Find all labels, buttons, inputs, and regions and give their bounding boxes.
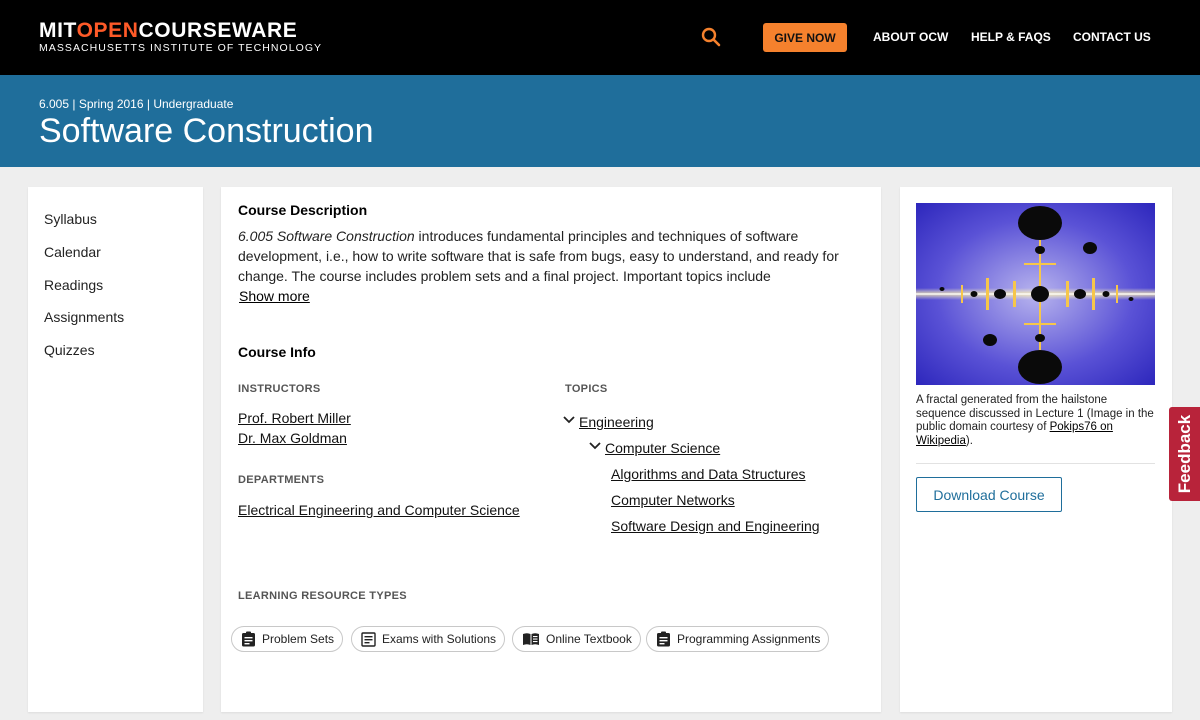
resource-label: Problem Sets — [262, 632, 335, 646]
mit-ocw-logo[interactable] — [39, 20, 322, 55]
logo-wordmark: MITOPENCOURSEWARE — [39, 19, 298, 42]
course-title: Software Construction — [39, 112, 374, 150]
divider — [916, 463, 1155, 464]
resource-pill-programming-assignments[interactable] — [646, 626, 829, 652]
course-image-panel — [900, 187, 1172, 712]
topic-leaf-link[interactable]: Algorithms and Data Structures — [611, 466, 806, 482]
sidebar-item-quizzes[interactable]: Quizzes — [44, 342, 95, 358]
nav-help-faqs[interactable]: HELP & FAQS — [971, 30, 1051, 44]
sidebar-item-calendar[interactable]: Calendar — [44, 244, 101, 260]
course-main-panel — [221, 187, 881, 712]
assignment-icon — [241, 631, 256, 647]
nav-contact-us[interactable]: CONTACT US — [1073, 30, 1151, 44]
course-description — [238, 227, 854, 287]
course-banner — [0, 75, 1200, 167]
departments-label: DEPARTMENTS — [238, 474, 325, 486]
image-credit-link[interactable]: Pokips76 on Wikipedia — [916, 421, 1113, 447]
chevron-down-icon[interactable] — [589, 442, 601, 450]
sidebar-item-readings[interactable]: Readings — [44, 277, 104, 293]
course-sidebar — [28, 187, 203, 712]
resource-label: Programming Assignments — [677, 632, 821, 646]
chevron-down-icon[interactable] — [563, 416, 575, 424]
learning-resource-types-label: LEARNING RESOURCE TYPES — [238, 590, 407, 602]
resource-pill-problem-sets[interactable] — [231, 626, 343, 652]
course-info-heading: Course Info — [238, 344, 316, 360]
instructor-link[interactable]: Dr. Max Goldman — [238, 430, 347, 446]
topic-leaf-link[interactable]: Software Design and Engineering — [611, 518, 820, 534]
topics-label: TOPICS — [565, 383, 608, 395]
download-course-button[interactable]: Download Course — [916, 477, 1062, 512]
resource-label: Exams with Solutions — [382, 632, 497, 646]
description-text: introduces fundamental principles and techniques of software development, i.e., how to write software that is safe from bugs, easy to understand, and ready for change. The course includes problem sets and a final project. Important topics include — [238, 228, 839, 284]
resource-pill-online-textbook[interactable] — [512, 626, 641, 652]
feedback-label: Feedback — [1174, 414, 1194, 494]
nav-about-ocw[interactable]: ABOUT OCW — [873, 30, 949, 44]
instructors-label: INSTRUCTORS — [238, 383, 321, 395]
department-link[interactable]: Electrical Engineering and Computer Science — [238, 502, 520, 518]
course-description-heading: Course Description — [238, 202, 368, 218]
image-caption: A fractal generated from the hailstone sequence discussed in Lecture 1 (Image in the public domain courtesy of Pokips76 on Wikipedia). — [916, 394, 1154, 447]
sidebar-item-syllabus[interactable]: Syllabus — [44, 211, 97, 227]
resource-pill-exams[interactable] — [351, 626, 505, 652]
search-icon[interactable] — [700, 26, 722, 48]
site-header — [0, 0, 1200, 75]
resource-label: Online Textbook — [546, 632, 632, 646]
topic-computer-science[interactable]: Computer Science — [605, 440, 721, 456]
assignment-icon — [656, 631, 671, 647]
sidebar-item-assignments[interactable]: Assignments — [44, 309, 125, 325]
course-name-italic: 6.005 Software Construction — [238, 228, 415, 244]
notes-icon — [361, 632, 376, 647]
show-more-link[interactable]: Show more — [239, 288, 310, 304]
topic-leaf-link[interactable]: Computer Networks — [611, 492, 735, 508]
book-icon — [522, 632, 540, 646]
give-now-button[interactable]: GIVE NOW — [763, 23, 847, 52]
course-breadcrumb: 6.005 | Spring 2016 | Undergraduate — [39, 97, 234, 111]
feedback-tab[interactable] — [1169, 407, 1200, 501]
logo-subtitle: MASSACHUSETTS INSTITUTE OF TECHNOLOGY — [39, 42, 323, 54]
instructor-link[interactable]: Prof. Robert Miller — [238, 410, 351, 426]
topic-engineering[interactable]: Engineering — [579, 414, 654, 430]
fractal-course-image — [916, 203, 1155, 385]
